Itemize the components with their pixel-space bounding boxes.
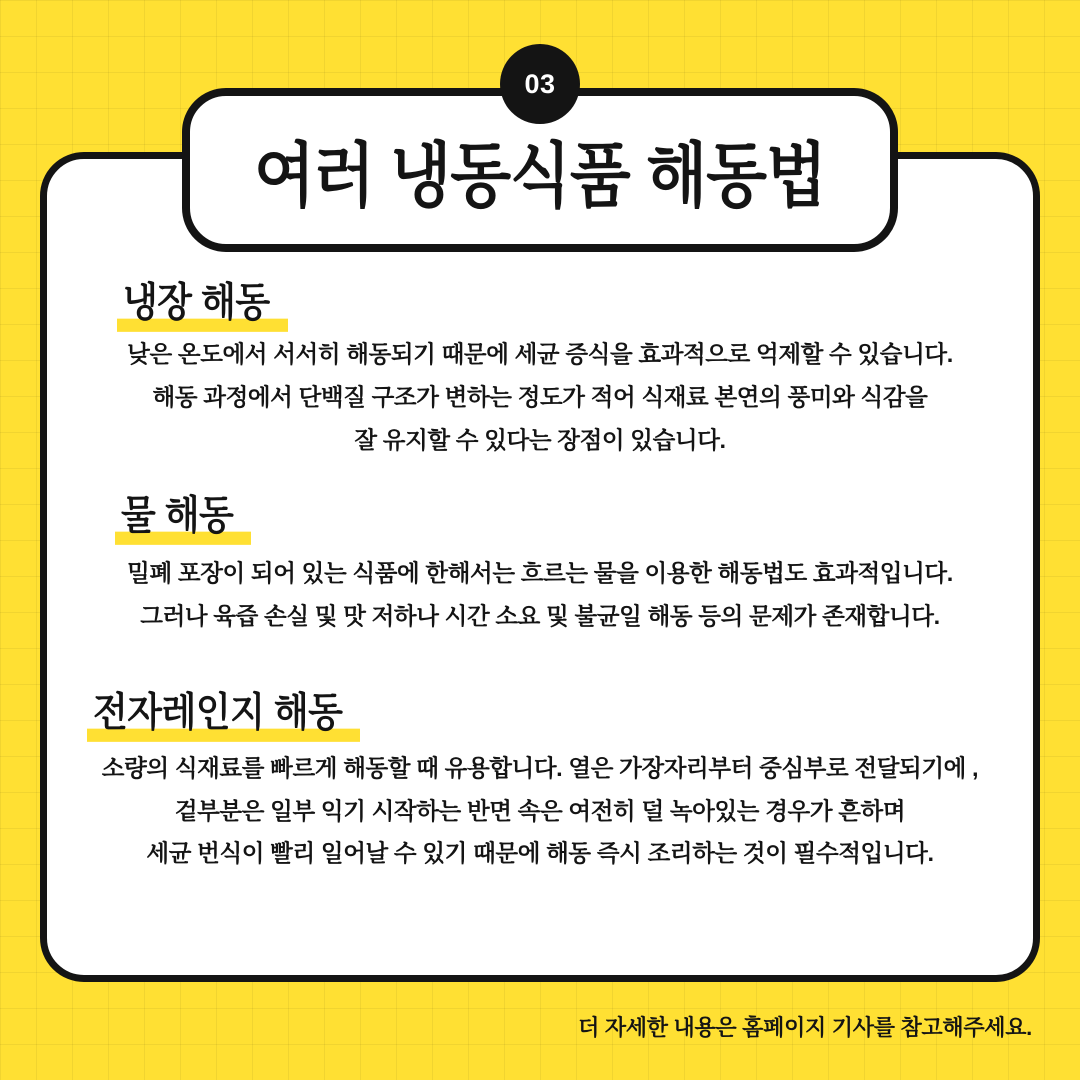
section-microwave-thawing [55, 684, 1025, 875]
content-area [0, 272, 1080, 885]
body-line: 소량의 식재료를 빠르게 해동할 때 유용합니다. 열은 가장자리부터 중심부로 전달되기에 , [101, 754, 979, 781]
section-heading: 물 해동 [115, 485, 241, 543]
heading-highlight [87, 728, 360, 741]
heading-highlight [115, 532, 251, 545]
footer-note: 더 자세한 내용은 홈페이지 기사를 참고해주세요. [578, 1015, 1032, 1040]
heading-highlight [117, 319, 288, 332]
body-line: 잘 유지할 수 있다는 장점이 있습니다. [354, 426, 726, 453]
section-heading: 냉장 해동 [117, 271, 278, 329]
body-line: 그러나 육즙 손실 및 맛 저하나 시간 소요 및 불균일 해동 등의 문제가 존재합니다. [140, 603, 940, 630]
body-line: 낮은 온도에서 서서히 해동되기 때문에 세균 증식을 효과적으로 억제할 수 있습니다. [127, 341, 953, 367]
page-title: 여러 냉동식품 해동법 [254, 136, 826, 216]
section-water-thawing [55, 487, 1025, 638]
section-body [55, 552, 1025, 638]
section-body [55, 333, 1025, 461]
section-body [55, 747, 1025, 875]
body-line: 밀폐 포장이 되어 있는 식품에 한해서는 흐르는 물을 이용한 해동법도 효과적입니다. [127, 560, 953, 587]
body-line: 해동 과정에서 단백질 구조가 변하는 정도가 적어 식재료 본연의 풍미와 식감을 [152, 383, 928, 410]
body-line: 세균 번식이 빨리 일어날 수 있기 때문에 해동 즉시 조리하는 것이 필수적입니다. [146, 840, 934, 867]
section-fridge-thawing [55, 274, 1025, 461]
step-number-badge [500, 44, 580, 124]
body-line: 겉부분은 일부 익기 시작하는 반면 속은 여전히 덜 녹아있는 경우가 흔하며 [174, 797, 906, 824]
step-number-text: 03 [524, 68, 556, 99]
section-heading: 전자레인지 해동 [87, 681, 350, 739]
